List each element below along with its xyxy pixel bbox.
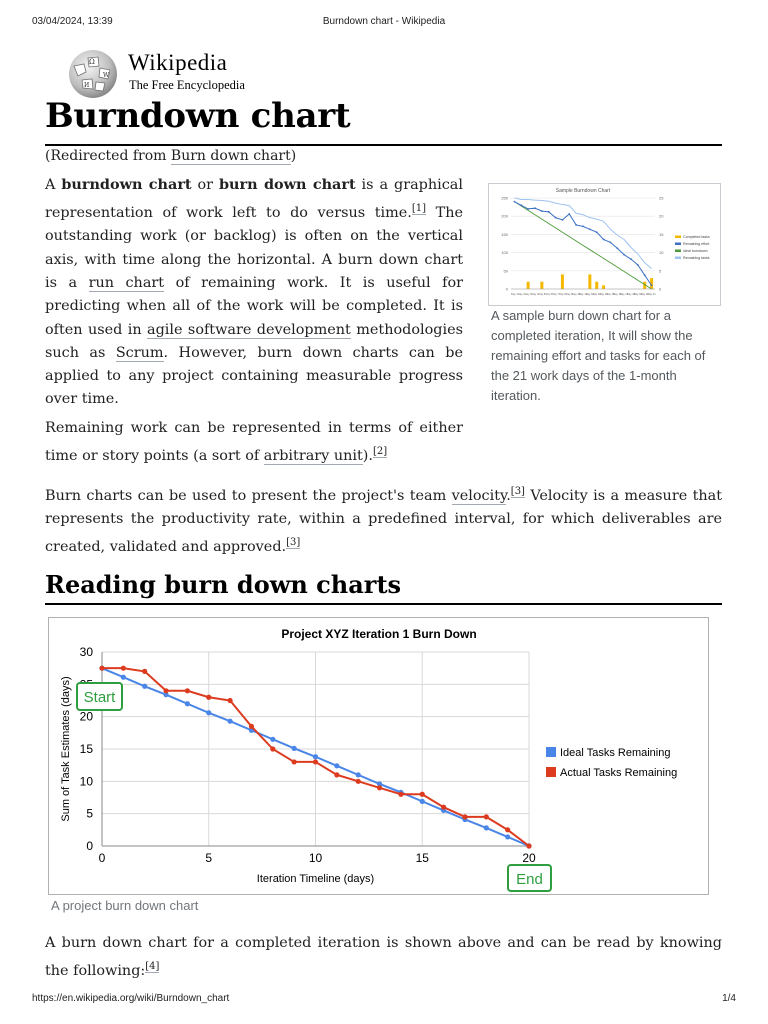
citation-link[interactable]: [2]: [373, 446, 388, 458]
y-tick-label: 10: [79, 774, 93, 789]
data-point-actual: [505, 827, 510, 832]
thumb-x-tick: Day 19: [633, 293, 642, 296]
data-point-actual: [484, 814, 489, 819]
data-point-actual: [420, 792, 425, 797]
data-point-ideal: [292, 746, 297, 751]
sample-burndown-thumbnail[interactable]: [488, 183, 721, 306]
sample-burndown-chart: [489, 184, 720, 305]
thumb-legend-label: Remaining tasks: [683, 256, 710, 260]
data-point-ideal: [334, 763, 339, 768]
data-point-actual: [441, 805, 446, 810]
svg-text:И: И: [84, 82, 90, 89]
thumb-y-left-tick: 0: [505, 286, 508, 292]
wikipedia-globe-logo[interactable]: [66, 48, 120, 100]
thumb-completed-bar: [602, 285, 605, 289]
burndown-chart-figure[interactable]: [48, 617, 709, 895]
thumb-y-right-tick: 10: [659, 250, 664, 256]
data-point-ideal: [228, 719, 233, 724]
thumb-x-tick: Day 5: [538, 293, 546, 296]
y-axis-label: Sum of Task Estimates (days): [60, 676, 72, 822]
thumb-completed-bar: [588, 274, 591, 289]
thumb-legend-label: Completed tasks: [683, 235, 710, 239]
x-tick-label: 10: [308, 851, 323, 865]
thumb-y-left-tick: 200: [501, 213, 508, 219]
reading-paragraph: [45, 932, 722, 983]
thumb-x-tick: Day 11: [578, 293, 588, 296]
citation-link[interactable]: [3]: [510, 486, 525, 497]
print-datetime: 03/04/2024, 13:39: [32, 16, 113, 27]
text: of remaining work. It is useful for predicting when all of the work will be completed. It is often used in: [45, 274, 464, 338]
text: or: [191, 177, 219, 193]
thumb-x-tick: Day 16: [613, 293, 622, 296]
thumb-y-right-tick: 20: [659, 213, 664, 219]
thumb-effort-point: [514, 201, 516, 203]
velocity-paragraph: [45, 480, 722, 559]
title-underline: [45, 144, 722, 146]
thumb-completed-bar: [595, 282, 598, 289]
x-tick-label: 20: [522, 851, 536, 865]
thumb-completed-bar: [527, 282, 530, 289]
redirect-link[interactable]: Burn down chart: [170, 148, 291, 164]
data-point-actual: [292, 759, 297, 764]
thumb-legend-label: Remaining effort: [683, 242, 710, 246]
thumb-effort-point: [582, 225, 584, 227]
thumb-x-tick: Day 3: [524, 293, 532, 296]
citation-link[interactable]: [1]: [411, 203, 427, 215]
thumb-effort-point: [603, 239, 605, 241]
data-point-actual: [163, 688, 168, 693]
thumb-effort-point: [630, 258, 632, 260]
data-point-actual: [526, 843, 531, 848]
data-point-actual: [249, 724, 254, 729]
thumb-effort-point: [651, 284, 653, 286]
thumb-effort-point: [596, 231, 598, 233]
thumb-y-left-tick: 100: [501, 250, 508, 256]
x-axis-label: Iteration Timeline (days): [256, 873, 375, 885]
thumb-x-tick: Day 15: [606, 293, 615, 296]
arbitrary-unit-link[interactable]: arbitrary unit: [263, 448, 363, 465]
start-annotation: [77, 683, 122, 710]
data-point-actual: [356, 779, 361, 784]
section-underline: [45, 603, 722, 605]
x-tick-label: 0: [98, 851, 106, 865]
print-page-title: Burndown chart - Wikipedia: [322, 16, 446, 27]
data-point-actual: [334, 772, 339, 777]
legend-swatch: [546, 747, 556, 757]
redirect-suffix: ): [290, 148, 297, 164]
redirect-prefix: (Redirected from: [45, 148, 171, 164]
thumb-effort-point: [575, 224, 577, 226]
data-point-ideal: [142, 684, 147, 689]
redirect-note: [45, 148, 296, 164]
thumb-y-right-tick: 5: [659, 268, 662, 274]
thumb-x-tick: Day 17: [620, 293, 629, 296]
data-point-ideal: [484, 825, 489, 830]
bold-term: burn down chart: [219, 176, 356, 193]
thumb-effort-point: [616, 247, 618, 249]
thumb-x-tick: Day 20: [640, 293, 649, 296]
data-point-actual: [185, 688, 190, 693]
thumb-x-tick: Day 10: [572, 293, 581, 296]
end-label: End: [516, 871, 543, 888]
data-point-actual: [313, 759, 318, 764]
thumb-completed-bar: [561, 274, 564, 289]
thumb-legend-swatch: [675, 243, 681, 246]
thumb-effort-point: [623, 254, 625, 256]
start-label: Start: [83, 689, 116, 706]
thumb-effort-point: [562, 219, 564, 221]
thumb-x-tick: Day 13: [592, 293, 601, 296]
text: .: [506, 487, 511, 504]
thumb-y-left-tick: 50: [503, 268, 508, 274]
data-point-actual: [398, 792, 403, 797]
scrum-link[interactable]: Scrum: [115, 344, 164, 361]
wikipedia-wordmark[interactable]: Wikipedia: [128, 50, 228, 75]
thumb-effort-point: [568, 213, 570, 215]
section-heading: Reading burn down charts: [45, 570, 402, 599]
data-point-ideal: [270, 737, 275, 742]
thumb-effort-point: [548, 211, 550, 213]
thumb-effort-point: [541, 210, 543, 212]
thumb-effort-point: [555, 217, 557, 219]
text: methodologies such as: [45, 321, 463, 361]
text: is a graphical representation of work left to do versus time.: [45, 177, 463, 222]
data-point-ideal: [121, 675, 126, 680]
y-tick-label: 5: [86, 806, 93, 821]
data-point-actual: [142, 669, 147, 674]
bold-term: burndown chart: [61, 176, 192, 193]
citation-link[interactable]: [4]: [145, 961, 160, 973]
text: . However, burn down charts can be applied to any project containing measurable progress over time.: [45, 344, 463, 408]
thumb-x-tick: Day 6: [545, 293, 553, 296]
legend-label: Actual Tasks Remaining: [560, 767, 678, 779]
thumb-x-tick: Day 1: [511, 293, 518, 296]
velocity-link[interactable]: velocity: [451, 487, 507, 504]
thumb-x-tick: Day 7: [552, 293, 559, 296]
thumb-effort-point: [520, 204, 522, 206]
thumb-effort-point: [637, 264, 639, 266]
thumb-x-tick: Day 14: [599, 293, 608, 296]
thumb-x-tick: Day 21: [647, 293, 656, 296]
thumb-effort-point: [589, 228, 591, 230]
text: The outstanding work (or backlog) is often on the vertical axis, with time along the horizontal. A burn down chart is a: [45, 205, 463, 291]
data-point-ideal: [185, 701, 190, 706]
thumb-effort-point: [610, 242, 612, 244]
page-title: Burndown chart: [45, 96, 351, 136]
legend-swatch: [546, 767, 556, 777]
thumb-x-tick: Day 9: [565, 293, 573, 296]
thumb-y-right-tick: 25: [659, 195, 664, 201]
legend-label: Ideal Tasks Remaining: [560, 747, 671, 759]
thumbnail-caption: A sample burn down chart for a completed iteration, It will show the remaining effort and tasks for each of the 21 work days of the 1-month iteration.: [491, 308, 706, 403]
print-page-number: 1/4: [722, 993, 736, 1004]
data-point-actual: [121, 666, 126, 671]
thumb-y-left-tick: 250: [501, 195, 508, 201]
wikipedia-tagline: The Free Encyclopedia: [129, 78, 245, 92]
x-tick-label: 5: [205, 851, 213, 865]
project-burndown-chart: [49, 618, 708, 894]
data-point-actual: [206, 695, 211, 700]
data-point-ideal: [420, 799, 425, 804]
end-annotation: [508, 865, 551, 891]
svg-text:Ω: Ω: [89, 58, 95, 66]
data-point-ideal: [356, 772, 361, 777]
thumb-x-tick: Day 8: [559, 293, 566, 296]
print-url: https://en.wikipedia.org/wiki/Burndown_chart: [32, 993, 230, 1004]
text: Burn charts can be used to present the project's team: [45, 487, 452, 504]
intro-paragraph: [45, 173, 463, 412]
y-tick-label: 30: [79, 645, 93, 659]
data-point-ideal: [206, 710, 211, 715]
thumb-x-tick: Day 12: [585, 293, 594, 296]
thumb-legend-swatch: [675, 257, 681, 260]
data-point-actual: [377, 785, 382, 790]
thumb-completed-bar: [540, 282, 543, 289]
svg-text:W: W: [103, 72, 110, 79]
data-point-ideal: [313, 754, 318, 759]
chart-title: Project XYZ Iteration 1 Burn Down: [281, 627, 477, 641]
thumb-effort-point: [644, 274, 646, 276]
citation-link[interactable]: [3]: [286, 537, 301, 549]
thumb-y-right-tick: 0: [659, 286, 662, 292]
thumb-y-left-tick: 150: [501, 231, 508, 237]
thumb-x-tick: Day 18: [626, 293, 636, 296]
text: ).: [362, 448, 373, 465]
thumb-legend-label: Ideal burndown: [683, 249, 708, 253]
thumb-legend-swatch: [675, 236, 681, 239]
agile-link[interactable]: agile software development: [147, 321, 351, 338]
data-point-ideal: [505, 834, 510, 839]
thumb-chart-title: Sample Burndown Chart: [555, 188, 611, 194]
thumb-effort-point: [527, 208, 529, 210]
y-tick-label: 15: [79, 742, 93, 756]
data-point-actual: [228, 698, 233, 703]
data-point-actual: [99, 666, 104, 671]
text: A: [45, 177, 62, 193]
thumb-effort-point: [534, 207, 536, 209]
data-point-actual: [270, 746, 275, 751]
thumb-y-right-tick: 15: [659, 231, 664, 237]
data-point-actual: [462, 814, 467, 819]
thumb-x-tick: Day 2: [517, 293, 525, 296]
text: A burn down chart for a completed iteration is shown above and can be read by knowing the following:: [45, 935, 722, 980]
units-paragraph: [45, 417, 463, 468]
thumb-remaining-effort-line: [514, 202, 651, 286]
text: Remaining work can be represented in terms of either time or story points (a sort of: [45, 420, 463, 465]
y-tick-label: 20: [79, 709, 93, 724]
chart-caption: A project burn down chart: [51, 898, 199, 913]
thumb-x-tick: Day 4: [531, 293, 539, 296]
run-chart-link[interactable]: run chart: [88, 274, 165, 291]
y-tick-label: 0: [86, 839, 93, 853]
thumb-legend-swatch: [675, 250, 681, 253]
text: Velocity is a measure that represents the productivity rate, within a predefined interval, for which deliverables are created, validated and approved.: [45, 487, 722, 556]
x-tick-label: 15: [415, 851, 429, 865]
